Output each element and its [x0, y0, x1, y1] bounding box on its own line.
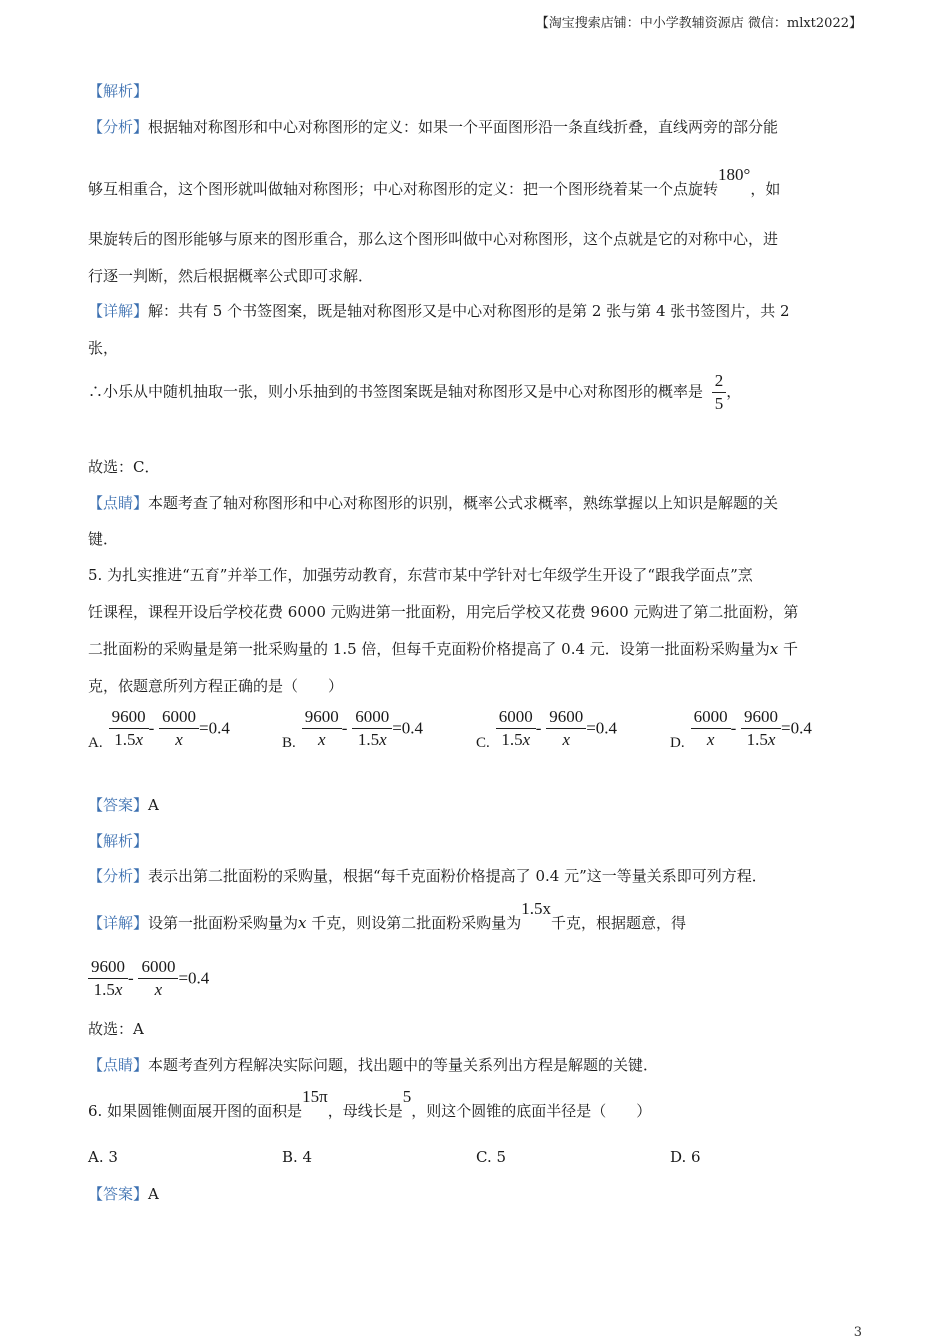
- q5-fenxi: 【分析】表示出第二批面粉的采购量，根据“每千克面粉价格提高了 0.4 元”这一等量关系即可列方程．: [88, 867, 767, 885]
- q5-option-c[interactable]: C. $\frac{6000}{1.5x}$ - $\frac{9600}{x}$ =0.4: [476, 707, 618, 751]
- page-header: 【淘宝搜索店铺：中小学教辅资源店 微信：mlxt2022】: [535, 16, 862, 31]
- q4-fenxi-line-1: 【分析】根据轴对称图形和中心对称图形的定义：如果一个平面图形沿一条直线折叠，直线两旁的部分能: [88, 118, 779, 136]
- q4-choice: 故选：C．: [88, 458, 160, 476]
- q6-option-d[interactable]: D. 6: [670, 1148, 701, 1166]
- probability-fraction: $\frac{2}{5}$: [712, 370, 727, 415]
- q4-fenxi-line-4: 行逐一判断，然后根据概率公式即可求解．: [88, 267, 374, 285]
- q4-xiangjie-line-1: 【详解】解：共有 5 个书签图案，既是轴对称图形又是中心对称图形的是第 2 张与第 4 张书签图片，共 2: [88, 302, 790, 320]
- q4-dianjing-line-1: 【点睛】本题考查了轴对称图形和中心对称图形的识别，概率公式求概率，熟练掌握以上知识是解题的关: [88, 494, 779, 512]
- q6-option-c[interactable]: C. 5: [476, 1148, 507, 1166]
- q6-option-a[interactable]: A. 3: [88, 1148, 118, 1166]
- q5-stem-line-1: 5. 为扎实推进“五育”并举工作，加强劳动教育，东营市某中学针对七年级学生开设了“跟我学面点”烹: [88, 566, 753, 584]
- length-5: 5: [402, 1087, 412, 1106]
- q5-stem-line-3: 二批面粉的采购量是第一批采购量的 1.5 倍，但每千克面粉价格提高了 0.4 元．设第一批面粉采购量为x 千: [88, 640, 799, 658]
- q6-option-b[interactable]: B. 4: [282, 1148, 313, 1166]
- dianjing-label: 【点睛】: [88, 494, 149, 512]
- xiangjie-label: 【详解】: [88, 302, 149, 320]
- q4-xiangjie-line-2: 张，: [88, 339, 119, 357]
- q5-option-b[interactable]: B. $\frac{9600}{x}$ - $\frac{6000}{1.5x}$ =0.4: [282, 707, 424, 751]
- q5-option-d[interactable]: D. $\frac{6000}{x}$ - $\frac{9600}{1.5x}$ =0.4: [670, 707, 812, 751]
- q6-stem: 6. 如果圆锥侧面展开图的面积是15π，母线长是5，则这个圆锥的底面半径是（ ）: [88, 1087, 652, 1120]
- q4-probability-line: ∴小乐从中随机抽取一张，则小乐抽到的书签图案既是轴对称图形又是中心对称图形的概率是 $\frac{2}{5}$ ，: [88, 371, 742, 413]
- q5-dianjing: 【点睛】本题考查列方程解决实际问题，找出题中的等量关系列出方程是解题的关键．: [88, 1056, 659, 1074]
- q5-answer: 【答案】A: [88, 796, 159, 814]
- q4-fenxi-line-3: 果旋转后的图形能够与原来的图形重合，那么这个图形叫做中心对称图形，这个点就是它的对称中心，进: [88, 230, 779, 248]
- q5-xiangjie: 【详解】设第一批面粉采购量为x 千克，则设第二批面粉采购量为1.5x千克，根据题意，得: [88, 899, 687, 932]
- angle-180: 180°: [718, 165, 751, 184]
- expr-1-5x: 1.5x: [521, 899, 552, 918]
- q5-option-a[interactable]: A. $\frac{9600}{1.5x}$ - $\frac{6000}{x}$ =0.4: [88, 707, 230, 751]
- q5-choice: 故选：A: [88, 1020, 144, 1038]
- q4-fenxi-line-2: 够互相重合，这个图形就叫做轴对称图形；中心对称图形的定义：把一个图形绕着某一个点旋转180°，如: [88, 165, 781, 198]
- q5-stem-line-2: 饪课程，课程开设后学校花费 6000 元购进第一批面粉，用完后学校又花费 9600 元购进了第二批面粉，第: [88, 603, 799, 621]
- q5-equation: $\frac{9600}{1.5x}$ - $\frac{6000}{x}$ =0.4: [88, 956, 863, 1001]
- page-number: 3: [853, 1325, 862, 1340]
- q6-answer: 【答案】A: [88, 1185, 159, 1203]
- fenxi-label: 【分析】: [88, 118, 149, 136]
- q4-analysis-heading: 【解析】: [88, 82, 149, 100]
- area-15pi: 15π: [302, 1087, 328, 1106]
- q5-stem-line-4: 克，依题意所列方程正确的是（ ）: [88, 677, 344, 695]
- q4-dianjing-line-2: 键．: [88, 530, 119, 548]
- q5-analysis-heading: 【解析】: [88, 832, 149, 850]
